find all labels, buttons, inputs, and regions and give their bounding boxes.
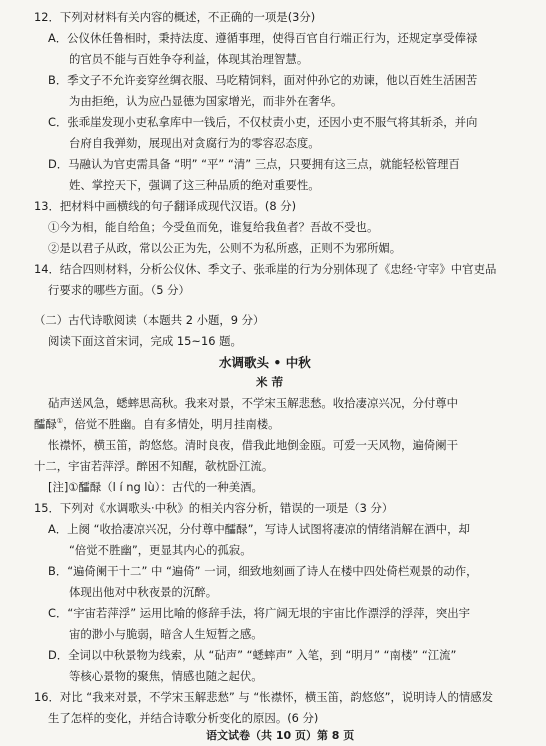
poem-line-4: 十二，宇宙若萍浮。醉困不知醒，欹枕卧江流。 — [34, 459, 274, 473]
page-footer: 语文试卷（共 10 页）第 8 页 — [206, 729, 355, 742]
poem-line-3: 怅襟怀，横玉笛，韵悠悠。清时良夜，借我此地倒金瓯。可爱一天风物，遍倚阑干 — [48, 438, 459, 452]
q15-option-a-cont: “倍觉不胜幽”，更显其内心的孤寂。 — [69, 543, 252, 557]
poem-wine-word: 醽醁 — [34, 417, 57, 431]
q15-option-c: C．“宇宙若萍浮” 运用比喻的修辞手法，将广阔无垠的宇宙比作漂浮的浮萍，突出宇 — [48, 606, 471, 620]
poem-line-2-rest: ，倍觉不胜幽。自有多情处，明月挂南楼。 — [63, 417, 280, 431]
poem-author: 米 芾 — [256, 375, 284, 389]
q14-stem-cont: 行要求的哪些方面。（5 分） — [48, 283, 190, 297]
q12-option-a: A．公仪休任鲁相时，秉持法度、遵循事理，使得百官自行端正行为，还规定享受俸禄 — [48, 31, 478, 45]
q12-stem: 12．下列对材料有关内容的概述，不正确的一项是(3分) — [34, 10, 316, 24]
q12-option-a-cont: 的官员不能与百姓争夺利益，体现其治理智慧。 — [69, 52, 309, 66]
q12-option-d: D．马融认为官吏需具备 “明” “平” “清” 三点，只要拥有这三点，就能轻松管理百 — [48, 157, 460, 171]
q12-option-d-cont: 姓、掌控天下，强调了这三种品质的绝对重要性。 — [69, 178, 320, 192]
q12-option-c-cont: 台府自我弹劾，展现出对贪腐行为的零容忍态度。 — [69, 136, 320, 150]
q15-option-d: D．全词以中秋景物为线索，从 “砧声” “蟋蟀声” 入笔，到 “明月” “南楼” “江流” — [48, 648, 457, 662]
q15-option-d-cont: 等核心景物的聚焦，情感也随之起伏。 — [69, 669, 263, 683]
q16-stem-cont: 生了怎样的变化，并结合诗歌分析变化的原因。(6 分) — [48, 711, 319, 725]
q15-stem: 15．下列对《水调歌头·中秋》的相关内容分析，错误的一项是（3 分） — [34, 501, 394, 515]
poem-line-2 — [34, 417, 280, 431]
q15-option-b: B．“遍倚阑干十二” 中 “遍倚” 一词，细致地刻画了诗人在楼中四处倚栏观景的动作， — [48, 564, 478, 578]
q13-sentence-1: ①今为相，能自给鱼；今受鱼而免，谁复给我鱼者？吾故不受也。 — [48, 220, 379, 234]
q12-option-c: C．张乖崖发现小吏私拿库中一钱后，不仅杖责小吏，还因小吏不服气将其斩杀，并向 — [48, 115, 478, 129]
q13-stem: 13．把材料中画横线的句子翻译成现代汉语。(8 分) — [34, 199, 297, 213]
section-heading: （二）古代诗歌阅读（本题共 2 小题，9 分） — [34, 313, 265, 327]
q16-stem: 16．对比 “我来对景，不学宋玉解悲愁” 与 “怅襟怀，横玉笛，韵悠悠”，说明诗人的情感发 — [34, 690, 494, 704]
q14-stem: 14．结合四则材料，分析公仪休、季文子、张乖崖的行为分别体现了《忠经·守宰》中官吏品 — [34, 262, 497, 276]
section-intro: 阅读下面这首宋词，完成 15~16 题。 — [48, 334, 242, 348]
q12-option-b-cont: 为由拒绝，认为应凸显德为国家增光，而非外在奢华。 — [69, 94, 343, 108]
poem-line-1: 砧声送风急，蟋蟀思高秋。我来对景，不学宋玉解悲愁。收拾凄凉兴况，分付尊中 — [48, 396, 459, 410]
footnote-marker: ① — [56, 417, 64, 426]
poem-footnote: [注]①醽醁（l í ng lù）：古代的一种美酒。 — [48, 480, 263, 494]
poem-title: 水调歌头 • 中秋 — [219, 355, 311, 370]
q13-sentence-2: ②是以君子从政，常以公正为先，公则不为私所惑，正则不为邪所媚。 — [48, 241, 402, 255]
q12-option-b: B．季文子不允许妾穿丝绸衣服、马吃精饲料，面对仲孙它的劝谏，他以百姓生活困苦 — [48, 73, 478, 87]
q15-option-b-cont: 体现出他对中秋夜景的沉醉。 — [69, 585, 218, 599]
q15-option-c-cont: 宙的渺小与脆弱，暗含人生短暂之感。 — [69, 627, 263, 641]
q15-option-a: A．上阕 “收拾凄凉兴况，分付尊中醽醁”，写诗人试图将凄凉的情绪消解在酒中，却 — [48, 522, 470, 536]
